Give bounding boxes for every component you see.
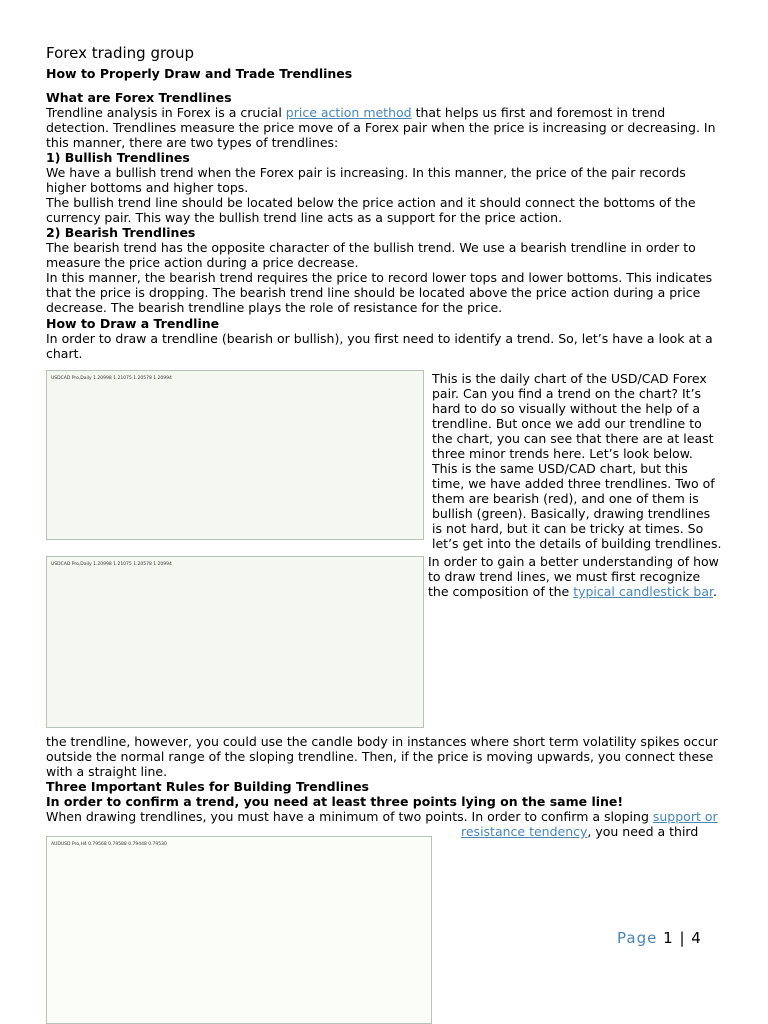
heading-three-rules: Three Important Rules for Building Trendlines [46,779,369,794]
document-title: How to Properly Draw and Trade Trendlines [46,66,353,81]
chart-audusd-h4 [46,836,432,1024]
heading-confirm-trend: In order to confirm a trend, you need at least three points lying on the same line! [46,794,624,809]
paragraph-line: bullish (green). Basically, drawing trendlines [432,506,711,521]
paragraph-line: the chart, you can see that there are at least [432,431,714,446]
heading-what-are-trendlines: What are Forex Trendlines [46,90,232,105]
paragraph-line: higher bottoms and higher tops. [46,180,249,195]
paragraph-line: with a straight line. [46,764,168,779]
text-span: , you need a third [587,824,699,839]
paragraph-line [46,105,665,120]
chart-header: USDCAD Pro,Daily 1.20998 1.21075 1.20578 1.20994 [51,376,172,381]
paragraph-line: In this manner, the bearish trend requires the price to record lower tops and lower bottoms. This indicates [46,270,713,285]
paragraph-line: three minor trends here. Let’s look below. [432,446,693,461]
paragraph-line: measure the price action during a price decrease. [46,255,359,270]
paragraph-line: outside the normal range of the sloping trendline. Then, if the price is moving upwards, you connect these [46,749,714,764]
page-footer [617,929,702,947]
chart-usdcad-trendlines [46,556,424,728]
paragraph-line [428,584,717,599]
paragraph-line: chart. [46,346,83,361]
paragraph-line: pair. Can you find a trend on the chart? It’s [432,386,702,401]
footer-separator: | [679,929,686,947]
paragraph-line: to draw trend lines, we must first recognize [428,569,701,584]
chart-audusd-h4-svg [47,837,431,1023]
chart-usdcad-trendlines-svg [47,557,423,727]
paragraph-line: detection. Trendlines measure the price move of a Forex pair when the price is increasing or decreasing. In [46,120,716,135]
text-span: When drawing trendlines, you must have a minimum of two points. In order to confirm a sloping [46,809,653,824]
text-span: the composition of the [428,584,574,599]
paragraph-line [461,824,698,839]
paragraph-line: In order to gain a better understanding of how [428,554,719,569]
paragraph-line: hard to do so visually without the help of a [432,401,701,416]
paragraph-line: them are bearish (red), and one of them is [432,491,699,506]
paragraph-line [46,809,718,824]
paragraph-line: In order to draw a trendline (bearish or bullish), you first need to identify a trend. So, let’s have a look at a [46,331,713,346]
link-typical-candlestick-bar[interactable]: typical candlestick bar [573,584,713,599]
footer-page-number: 1 [663,929,674,947]
document-group-title: Forex trading group [46,44,195,62]
chart-header: AUDUSD Pro,H4 0.79568 0.79588 0.79448 0.79530 [51,842,167,847]
text-span: Trendline analysis in Forex is a crucial [46,105,286,120]
text-span: that helps us first and foremost in trend [411,105,666,120]
chart-usdcad-daily-svg [47,371,423,539]
heading-bullish-trendlines: 1) Bullish Trendlines [46,150,190,165]
paragraph-line: time, we have added three trendlines. Two of [432,476,715,491]
chart-header: USDCAD Pro,Daily 1.20998 1.21075 1.20578 1.20994 [51,562,172,567]
paragraph-line: the trendline, however, you could use the candle body in instances where short term volatility spikes occur [46,734,718,749]
footer-page-total: 4 [691,929,702,947]
paragraph-line: This is the daily chart of the USD/CAD Forex [432,371,707,386]
text-span: . [712,584,717,599]
paragraph-line: This is the same USD/CAD chart, but this [432,461,688,476]
paragraph-line: We have a bullish trend when the Forex pair is increasing. In this manner, the price of the pair records [46,165,686,180]
link-support-or[interactable]: support or [652,809,718,824]
paragraph-line: decrease. The bearish trendline plays the role of resistance for the price. [46,300,503,315]
heading-bearish-trendlines: 2) Bearish Trendlines [46,225,196,240]
paragraph-line: trendline. But once we add our trendline to [432,416,702,431]
paragraph-line: The bullish trend line should be located below the price action and it should connect the bottoms of the [46,195,696,210]
paragraph-line: let’s get into the details of building trendlines. [432,536,722,551]
link-resistance-tendency[interactable]: resistance tendency [461,824,588,839]
paragraph-line: currency pair. This way the bullish trend line acts as a support for the price action. [46,210,563,225]
paragraph-line: this manner, there are two types of trendlines: [46,135,339,150]
paragraph-line: that the price is dropping. The bearish trend line should be located above the price action during a price [46,285,701,300]
footer-page-word: Page [617,929,658,947]
paragraph-line: The bearish trend has the opposite character of the bullish trend. We use a bearish trendline in order to [46,240,696,255]
chart-usdcad-daily [46,370,424,540]
link-price-action-method[interactable]: price action method [285,105,412,120]
heading-how-to-draw: How to Draw a Trendline [46,316,220,331]
paragraph-line: is not hard, but it can be tricky at times. So [432,521,704,536]
